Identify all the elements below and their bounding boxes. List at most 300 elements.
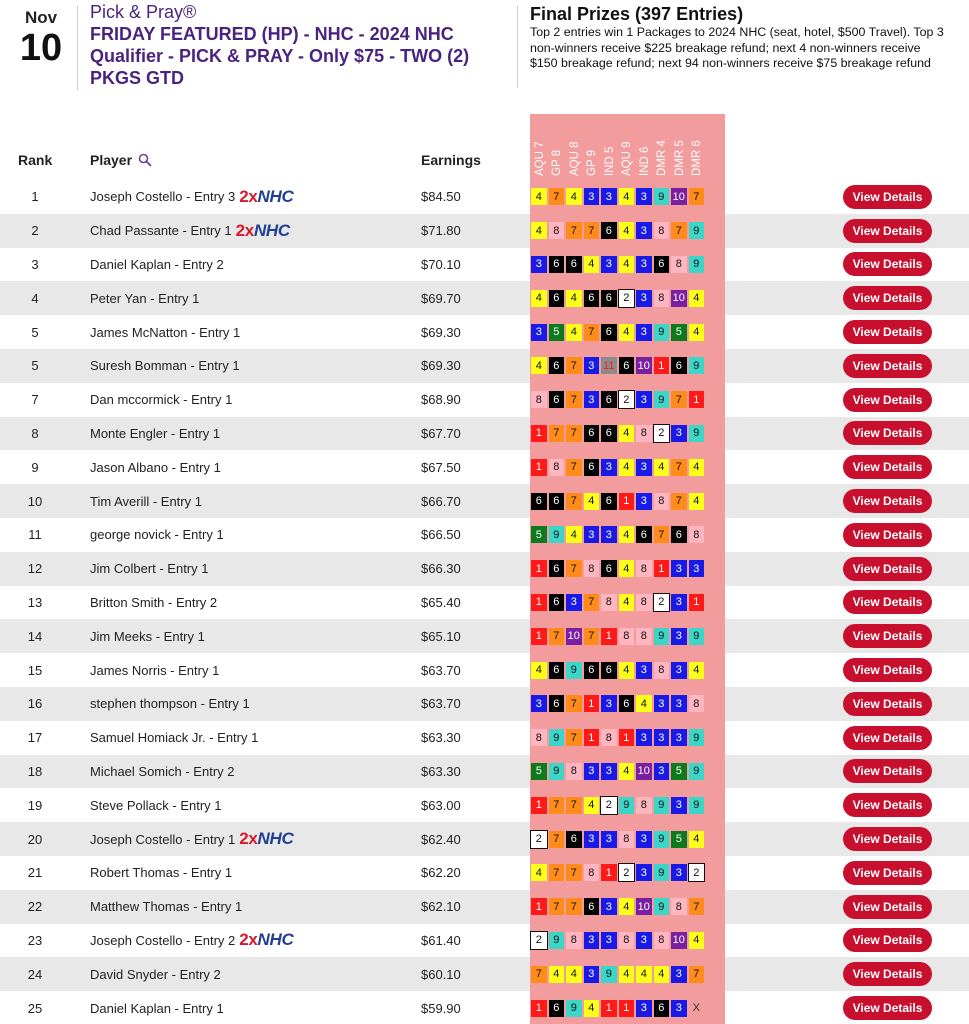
picks-cell	[531, 653, 704, 687]
earnings-cell: $61.40	[421, 932, 461, 948]
pick-saddlecloth: 7	[654, 526, 670, 543]
pick-saddlecloth: 1	[654, 357, 670, 374]
event-month: Nov	[24, 8, 58, 27]
view-details-button[interactable]: View Details	[843, 759, 932, 783]
pick-saddlecloth: 7	[584, 324, 600, 341]
pick-saddlecloth: 3	[636, 864, 652, 881]
pick-saddlecloth: 3	[601, 695, 617, 712]
player-cell	[90, 721, 258, 755]
pick-saddlecloth: 1	[619, 1000, 635, 1017]
pick-saddlecloth: 8	[531, 391, 547, 408]
picks-cell	[531, 619, 704, 653]
pick-saddlecloth: 3	[601, 898, 617, 915]
table-row	[0, 586, 969, 620]
pick-saddlecloth: 6	[619, 357, 635, 374]
pick-saddlecloth: 4	[619, 966, 635, 983]
pick-saddlecloth: 3	[584, 188, 600, 205]
pick-saddlecloth: 3	[636, 188, 652, 205]
player-cell	[90, 856, 232, 890]
rank-cell: 11	[28, 527, 42, 543]
pick-saddlecloth: 6	[549, 493, 565, 510]
pick-saddlecloth: 9	[619, 797, 635, 814]
nhc-badge	[239, 829, 293, 849]
pick-saddlecloth: 3	[671, 966, 687, 983]
player-name: David Snyder - Entry 2	[90, 966, 221, 982]
pick-saddlecloth: 5	[531, 526, 547, 543]
picks-cell	[531, 957, 704, 991]
pick-saddlecloth: 6	[601, 290, 617, 307]
pick-saddlecloth: 2	[531, 932, 547, 949]
player-name: Monte Engler - Entry 1	[90, 425, 221, 441]
pick-saddlecloth: 9	[549, 729, 565, 746]
pick-saddlecloth: 8	[636, 560, 652, 577]
player-cell	[90, 822, 293, 856]
view-details-button[interactable]: View Details	[843, 590, 932, 614]
pick-saddlecloth: 2	[654, 594, 670, 611]
pick-saddlecloth: 6	[549, 560, 565, 577]
player-cell	[90, 315, 240, 349]
pick-saddlecloth: 1	[531, 1000, 547, 1017]
pick-saddlecloth: 1	[531, 628, 547, 645]
prizes-title: Final Prizes (397 Entries)	[530, 4, 744, 24]
view-details-button[interactable]: View Details	[843, 557, 932, 581]
pick-saddlecloth: 10	[636, 763, 652, 780]
rank-cell: 18	[27, 763, 43, 779]
table-row	[0, 788, 969, 822]
pick-saddlecloth: 6	[601, 324, 617, 341]
header-divider-2	[517, 6, 518, 88]
pick-saddlecloth: 4	[619, 526, 635, 543]
rank-cell: 23	[27, 932, 43, 948]
pick-saddlecloth: 7	[566, 459, 582, 476]
brand-name: Pick & Pray®	[90, 2, 197, 22]
pick-saddlecloth: 3	[689, 560, 705, 577]
pick-saddlecloth: 3	[601, 763, 617, 780]
player-name: Daniel Kaplan - Entry 2	[90, 256, 224, 272]
pick-saddlecloth: 7	[689, 188, 705, 205]
pick-saddlecloth: 6	[671, 526, 687, 543]
pick-saddlecloth: 3	[584, 932, 600, 949]
earnings-cell: $65.10	[421, 628, 461, 644]
pick-saddlecloth: 7	[549, 864, 565, 881]
pick-saddlecloth: 1	[531, 898, 547, 915]
pick-saddlecloth: 4	[689, 324, 705, 341]
race-header	[550, 116, 565, 176]
player-name: Dan mccormick - Entry 1	[90, 392, 233, 408]
pick-saddlecloth: 6	[601, 391, 617, 408]
pick-saddlecloth: 4	[531, 290, 547, 307]
race-header-label: GP 8	[551, 150, 563, 176]
view-details-button[interactable]: View Details	[843, 388, 932, 412]
pick-saddlecloth: 4	[619, 425, 635, 442]
nhc-multiplier: 2x	[239, 186, 258, 206]
race-header-label: IND 6	[638, 146, 651, 176]
earnings-cell: $65.40	[421, 594, 461, 610]
earnings-cell: $62.40	[421, 831, 461, 847]
nhc-badge	[239, 187, 293, 207]
picks-cell	[531, 281, 704, 315]
view-details-button[interactable]: View Details	[843, 793, 932, 817]
pick-saddlecloth: 9	[654, 797, 670, 814]
earnings-cell: $71.80	[421, 223, 461, 239]
pick-saddlecloth: 7	[549, 188, 565, 205]
earnings-cell: $63.30	[421, 763, 461, 779]
header-divider	[77, 6, 78, 90]
player-name: James McNatton - Entry 1	[90, 324, 241, 340]
pick-saddlecloth: 9	[689, 222, 705, 239]
player-cell	[90, 924, 293, 958]
pick-saddlecloth: 8	[654, 290, 670, 307]
pick-saddlecloth: 7	[689, 898, 705, 915]
pick-saddlecloth: 8	[566, 763, 582, 780]
player-header-label: Player	[90, 152, 133, 168]
pick-saddlecloth: 7	[566, 864, 582, 881]
race-header-label: IND 5	[603, 146, 616, 176]
pick-saddlecloth: 4	[584, 1000, 600, 1017]
picks-cell	[531, 315, 704, 349]
pick-saddlecloth: 3	[636, 493, 652, 510]
pick-saddlecloth: 8	[619, 628, 635, 645]
pick-saddlecloth: 3	[584, 526, 600, 543]
pick-saddlecloth: 6	[654, 256, 670, 273]
rank-cell: 1	[31, 189, 39, 205]
pick-saddlecloth: 7	[549, 831, 565, 848]
player-name: Jim Colbert - Entry 1	[90, 561, 209, 577]
view-details-button[interactable]: View Details	[843, 286, 932, 310]
rank-cell: 20	[27, 831, 43, 847]
table-row	[0, 721, 969, 755]
pick-saddlecloth: 4	[584, 256, 600, 273]
pick-saddlecloth: 2	[654, 425, 670, 442]
earnings-cell: $70.10	[421, 256, 461, 272]
view-details-button[interactable]: View Details	[843, 421, 932, 445]
rank-cell: 12	[27, 561, 43, 577]
player-cell	[90, 417, 220, 451]
view-details-button[interactable]: View Details	[843, 252, 932, 276]
pick-saddlecloth: 10	[636, 898, 652, 915]
pick-saddlecloth: 4	[584, 493, 600, 510]
rank-cell: 4	[31, 290, 39, 306]
player-name: Michael Somich - Entry 2	[90, 763, 235, 779]
pick-saddlecloth: 8	[584, 864, 600, 881]
view-details-button[interactable]: View Details	[843, 658, 932, 682]
table-row	[0, 924, 969, 958]
pick-saddlecloth: 9	[566, 1000, 582, 1017]
player-cell	[90, 991, 224, 1024]
pick-saddlecloth: 8	[636, 628, 652, 645]
pick-saddlecloth: 6	[584, 662, 600, 679]
pick-saddlecloth: 7	[671, 391, 687, 408]
pick-saddlecloth: 7	[671, 459, 687, 476]
pick-saddlecloth: 4	[636, 695, 652, 712]
rank-cell: 5	[31, 358, 39, 374]
pick-saddlecloth: 3	[654, 695, 670, 712]
pick-saddlecloth: 2	[601, 797, 617, 814]
player-name: Joseph Costello - Entry 2	[90, 932, 236, 948]
view-details-button[interactable]: View Details	[843, 354, 932, 378]
pick-saddlecloth: 6	[549, 391, 565, 408]
view-details-button[interactable]: View Details	[843, 692, 932, 716]
pick-saddlecloth: 3	[636, 459, 652, 476]
view-details-button[interactable]: View Details	[843, 861, 932, 885]
view-details-button[interactable]: View Details	[843, 895, 932, 919]
earnings-cell: $67.70	[421, 425, 461, 441]
view-details-button[interactable]: View Details	[843, 185, 932, 209]
pick-saddlecloth: 4	[619, 662, 635, 679]
pick-saddlecloth: 3	[654, 763, 670, 780]
view-details-button[interactable]: View Details	[843, 827, 932, 851]
rank-cell: 9	[31, 459, 39, 475]
earnings-cell: $62.20	[421, 865, 461, 881]
pick-saddlecloth: 6	[671, 357, 687, 374]
player-name: Daniel Kaplan - Entry 1	[90, 1000, 224, 1016]
earnings-cell: $66.70	[421, 493, 461, 509]
pick-saddlecloth: 6	[654, 1000, 670, 1017]
pick-saddlecloth: 4	[619, 594, 635, 611]
view-details-button[interactable]: View Details	[843, 928, 932, 952]
player-name: Chad Passante - Entry 1	[90, 223, 232, 239]
pick-saddlecloth: 6	[636, 526, 652, 543]
pick-saddlecloth: 9	[566, 662, 582, 679]
pick-saddlecloth: 10	[636, 357, 652, 374]
view-details-button[interactable]: View Details	[843, 624, 932, 648]
player-cell	[90, 281, 199, 315]
pick-saddlecloth: 8	[654, 932, 670, 949]
player-cell	[90, 180, 293, 214]
pick-saddlecloth: 9	[689, 797, 705, 814]
pick-saddlecloth: 7	[566, 797, 582, 814]
pick-saddlecloth: 4	[566, 966, 582, 983]
pick-saddlecloth: 3	[671, 662, 687, 679]
pick-saddlecloth: 9	[654, 864, 670, 881]
pick-saddlecloth: 7	[689, 966, 705, 983]
earnings-cell: $84.50	[421, 189, 461, 205]
table-row	[0, 653, 969, 687]
picks-cell	[531, 383, 704, 417]
pick-saddlecloth: 4	[566, 290, 582, 307]
player-name: Samuel Homiack Jr. - Entry 1	[90, 730, 259, 746]
earnings-cell: $63.70	[421, 696, 461, 712]
pick-saddlecloth: 1	[619, 493, 635, 510]
view-details-button[interactable]: View Details	[843, 219, 932, 243]
table-row	[0, 315, 969, 349]
earnings-header: Earnings	[421, 152, 481, 168]
search-icon[interactable]	[138, 153, 152, 167]
pick-saddlecloth: 4	[531, 188, 547, 205]
player-name: Suresh Bomman - Entry 1	[90, 358, 240, 374]
pick-saddlecloth: 3	[584, 831, 600, 848]
rank-cell: 24	[27, 966, 43, 982]
earnings-cell: $68.90	[421, 392, 461, 408]
pick-saddlecloth: 2	[619, 391, 635, 408]
pick-saddlecloth: 8	[654, 493, 670, 510]
view-details-button[interactable]: View Details	[843, 455, 932, 479]
pick-saddlecloth: 4	[566, 324, 582, 341]
race-header-label: DMR 5	[673, 140, 686, 176]
view-details-button[interactable]: View Details	[843, 996, 932, 1020]
pick-saddlecloth: 3	[531, 695, 547, 712]
race-header	[620, 116, 635, 176]
pick-saddlecloth: 6	[549, 662, 565, 679]
earnings-cell: $63.70	[421, 662, 461, 678]
player-name: Joseph Costello - Entry 3	[90, 189, 236, 205]
pick-saddlecloth: 3	[636, 932, 652, 949]
pick-saddlecloth: X	[692, 1002, 700, 1015]
earnings-cell: $63.30	[421, 730, 461, 746]
table-row	[0, 755, 969, 789]
pick-saddlecloth: 5	[549, 324, 565, 341]
pick-saddlecloth: 8	[671, 256, 687, 273]
nhc-badge	[239, 930, 293, 950]
pick-saddlecloth: 3	[636, 256, 652, 273]
race-header-label: DMR 6	[691, 140, 703, 176]
earnings-cell: $62.10	[421, 899, 461, 915]
event-date	[10, 8, 72, 68]
picks-cell	[531, 518, 704, 552]
pick-saddlecloth: 4	[531, 357, 547, 374]
pick-saddlecloth: 7	[566, 425, 582, 442]
pick-saddlecloth: 4	[654, 966, 670, 983]
pick-saddlecloth: 4	[689, 459, 705, 476]
prizes-description: Top 2 entries win 1 Packages to 2024 NHC (seat, hotel, $500 Travel). Top 3 non-winners receive $225 breakage refund; next 4 non-winners receive $150 breakage refund; next 94 non-winners receive $75 breakage refund	[530, 25, 944, 70]
pick-saddlecloth: 3	[601, 459, 617, 476]
pick-saddlecloth: 8	[584, 560, 600, 577]
pick-saddlecloth: 6	[584, 898, 600, 915]
pick-saddlecloth: 7	[566, 493, 582, 510]
pick-saddlecloth: 6	[566, 831, 582, 848]
race-header	[567, 116, 582, 176]
pick-saddlecloth: 9	[689, 729, 705, 746]
race-header-label: AQU 9	[621, 141, 633, 176]
pick-saddlecloth: 7	[549, 898, 565, 915]
view-details-button[interactable]: View Details	[843, 489, 932, 513]
pick-saddlecloth: 1	[619, 729, 635, 746]
pick-saddlecloth: 5	[531, 763, 547, 780]
player-cell	[90, 383, 232, 417]
race-header	[690, 116, 705, 176]
pick-saddlecloth: 4	[619, 324, 635, 341]
pick-saddlecloth: 10	[566, 628, 582, 645]
rank-cell: 16	[27, 696, 43, 712]
pick-saddlecloth: 6	[584, 425, 600, 442]
pick-saddlecloth: 3	[671, 628, 687, 645]
nhc-text: NHC	[253, 220, 290, 240]
pick-saddlecloth: 4	[689, 493, 705, 510]
pick-saddlecloth: 3	[636, 1000, 652, 1017]
pick-saddlecloth: 4	[689, 831, 705, 848]
rank-cell: 22	[27, 899, 43, 915]
earnings-cell: $63.00	[421, 797, 461, 813]
view-details-button[interactable]: View Details	[843, 320, 932, 344]
pick-saddlecloth: 3	[636, 831, 652, 848]
pick-saddlecloth: 6	[601, 493, 617, 510]
pick-saddlecloth: 10	[671, 932, 687, 949]
event-day: 10	[19, 27, 63, 69]
earnings-cell: $66.30	[421, 561, 461, 577]
view-details-button[interactable]: View Details	[843, 726, 932, 750]
player-cell	[90, 619, 205, 653]
table-row	[0, 890, 969, 924]
leaderboard-table	[0, 180, 969, 1024]
table-row	[0, 248, 969, 282]
pick-saddlecloth: 7	[566, 729, 582, 746]
pick-saddlecloth: 4	[566, 526, 582, 543]
pick-saddlecloth: 6	[549, 256, 565, 273]
pick-saddlecloth: 3	[584, 357, 600, 374]
player-name: Peter Yan - Entry 1	[90, 290, 200, 306]
rank-cell: 3	[31, 256, 39, 272]
picks-cell	[531, 856, 704, 890]
pick-saddlecloth: 3	[636, 729, 652, 746]
player-name: Robert Thomas - Entry 1	[90, 865, 233, 881]
pick-saddlecloth: 4	[619, 459, 635, 476]
pick-saddlecloth: 8	[619, 831, 635, 848]
race-header-label: AQU 7	[533, 141, 546, 176]
pick-saddlecloth: 4	[531, 662, 547, 679]
picks-cell	[531, 924, 704, 958]
pick-saddlecloth: 3	[601, 526, 617, 543]
picks-cell	[531, 417, 704, 451]
pick-saddlecloth: 1	[584, 695, 600, 712]
player-header	[90, 152, 152, 168]
rank-cell: 2	[31, 223, 39, 239]
pick-saddlecloth: 8	[601, 729, 617, 746]
pick-saddlecloth: 6	[549, 594, 565, 611]
pick-saddlecloth: 3	[566, 594, 582, 611]
pick-saddlecloth: 11	[601, 357, 617, 374]
pick-saddlecloth: 3	[601, 188, 617, 205]
table-row	[0, 484, 969, 518]
pick-saddlecloth: 3	[636, 222, 652, 239]
pick-saddlecloth: 4	[689, 290, 705, 307]
view-details-button[interactable]: View Details	[843, 523, 932, 547]
pick-saddlecloth: 4	[584, 797, 600, 814]
pick-saddlecloth: 1	[531, 594, 547, 611]
rank-header: Rank	[18, 152, 53, 168]
pick-saddlecloth: 3	[584, 391, 600, 408]
player-name: george novick - Entry 1	[90, 527, 224, 543]
player-cell	[90, 687, 250, 721]
rank-cell: 13	[27, 594, 43, 610]
player-cell	[90, 518, 224, 552]
pick-saddlecloth: 3	[636, 324, 652, 341]
pick-saddlecloth: 6	[566, 256, 582, 273]
race-header	[637, 116, 652, 176]
pick-saddlecloth: 8	[636, 797, 652, 814]
player-cell	[90, 957, 221, 991]
earnings-cell: $67.50	[421, 459, 461, 475]
pick-saddlecloth: 8	[601, 594, 617, 611]
pick-saddlecloth: 8	[671, 898, 687, 915]
pick-saddlecloth: 8	[531, 729, 547, 746]
pick-saddlecloth: 3	[671, 594, 687, 611]
pick-saddlecloth: 2	[619, 290, 635, 307]
pick-saddlecloth: 7	[584, 628, 600, 645]
picks-cell	[531, 180, 704, 214]
rank-cell: 5	[31, 324, 39, 340]
pick-saddlecloth: 7	[566, 560, 582, 577]
player-cell	[90, 755, 235, 789]
pick-saddlecloth: 2	[619, 864, 635, 881]
pick-saddlecloth: 10	[671, 290, 687, 307]
view-details-button[interactable]: View Details	[843, 962, 932, 986]
table-row	[0, 180, 969, 214]
pick-saddlecloth: 2	[531, 831, 547, 848]
pick-saddlecloth: 9	[654, 391, 670, 408]
pick-saddlecloth: 3	[601, 831, 617, 848]
race-header-label: GP 9	[586, 150, 598, 176]
pick-saddlecloth: 4	[689, 932, 705, 949]
